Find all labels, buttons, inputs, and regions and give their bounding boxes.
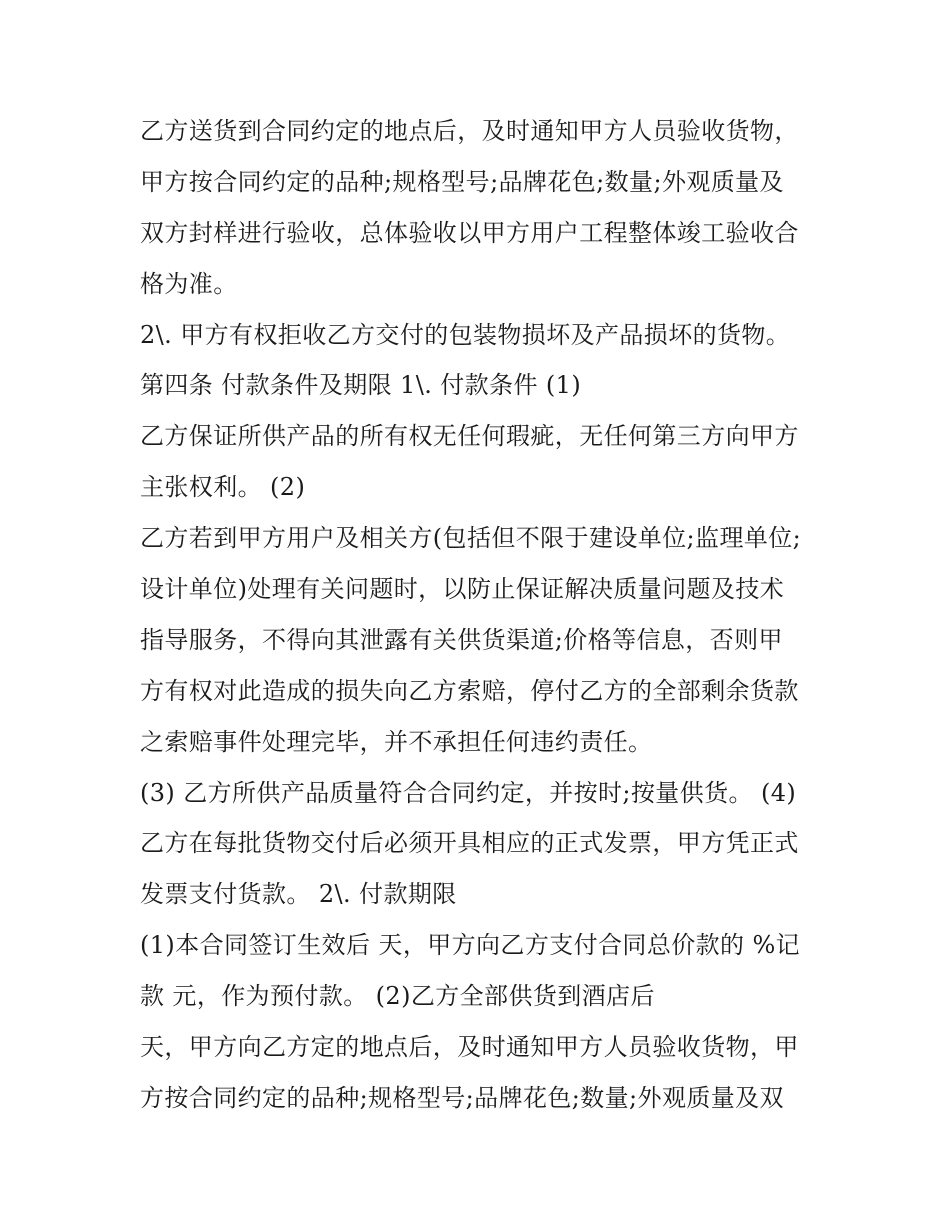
text-line: 第四条 付款条件及期限 1\. 付款条件 (1) <box>140 371 582 400</box>
text-line: 双方封样进行验收，总体验收以甲方用户工程整体竣工验收合 <box>140 218 799 247</box>
text-line: 主张权利。 (2) <box>140 473 306 502</box>
text-line: 款 元，作为预付款。 (2)乙方全部供货到酒店后 <box>140 982 655 1011</box>
text-line: 乙方若到甲方用户及相关方(包括但不限于建设单位;监理单位; <box>140 524 802 553</box>
text-line: 2\. 甲方有权拒收乙方交付的包装物损坏及产品损坏的货物。 <box>140 320 791 349</box>
text-line: 乙方送货到合同约定的地点后，及时通知甲方人员验收货物， <box>140 117 799 145</box>
text-line: 乙方保证所供产品的所有权无任何瑕疵，无任何第三方向甲方 <box>140 422 799 451</box>
text-line: 之索赔事件处理完毕，并不承担任何违约责任。 <box>140 727 653 756</box>
text-line: 发票支付货款。 2\. 付款期限 <box>140 880 457 909</box>
contract-body-text <box>140 106 830 1124</box>
text-line: 指导服务，不得向其泄露有关供货渠道;价格等信息，否则甲 <box>140 625 783 654</box>
text-line: 方有权对此造成的损失向乙方索赔，停付乙方的全部剩余货款 <box>140 676 799 705</box>
text-line: 方按合同约定的品种;规格型号;品牌花色;数量;外观质量及双 <box>140 1083 784 1112</box>
text-line: 格为准。 <box>140 269 238 298</box>
text-line: 设计单位)处理有关问题时，以防止保证解决质量问题及技术 <box>140 575 785 604</box>
text-line: (1)本合同签订生效后 天，甲方向乙方支付合同总价款的 %记 <box>140 931 801 960</box>
text-line: 甲方按合同约定的品种;规格型号;品牌花色;数量;外观质量及 <box>140 167 784 196</box>
text-line: (3) 乙方所供产品质量符合合同约定，并按时;按量供货。 (4) <box>140 778 797 807</box>
text-line: 乙方在每批货物交付后必须开具相应的正式发票，甲方凭正式 <box>140 829 799 858</box>
text-line: 天，甲方向乙方定的地点后，及时通知甲方人员验收货物，甲 <box>140 1033 799 1062</box>
